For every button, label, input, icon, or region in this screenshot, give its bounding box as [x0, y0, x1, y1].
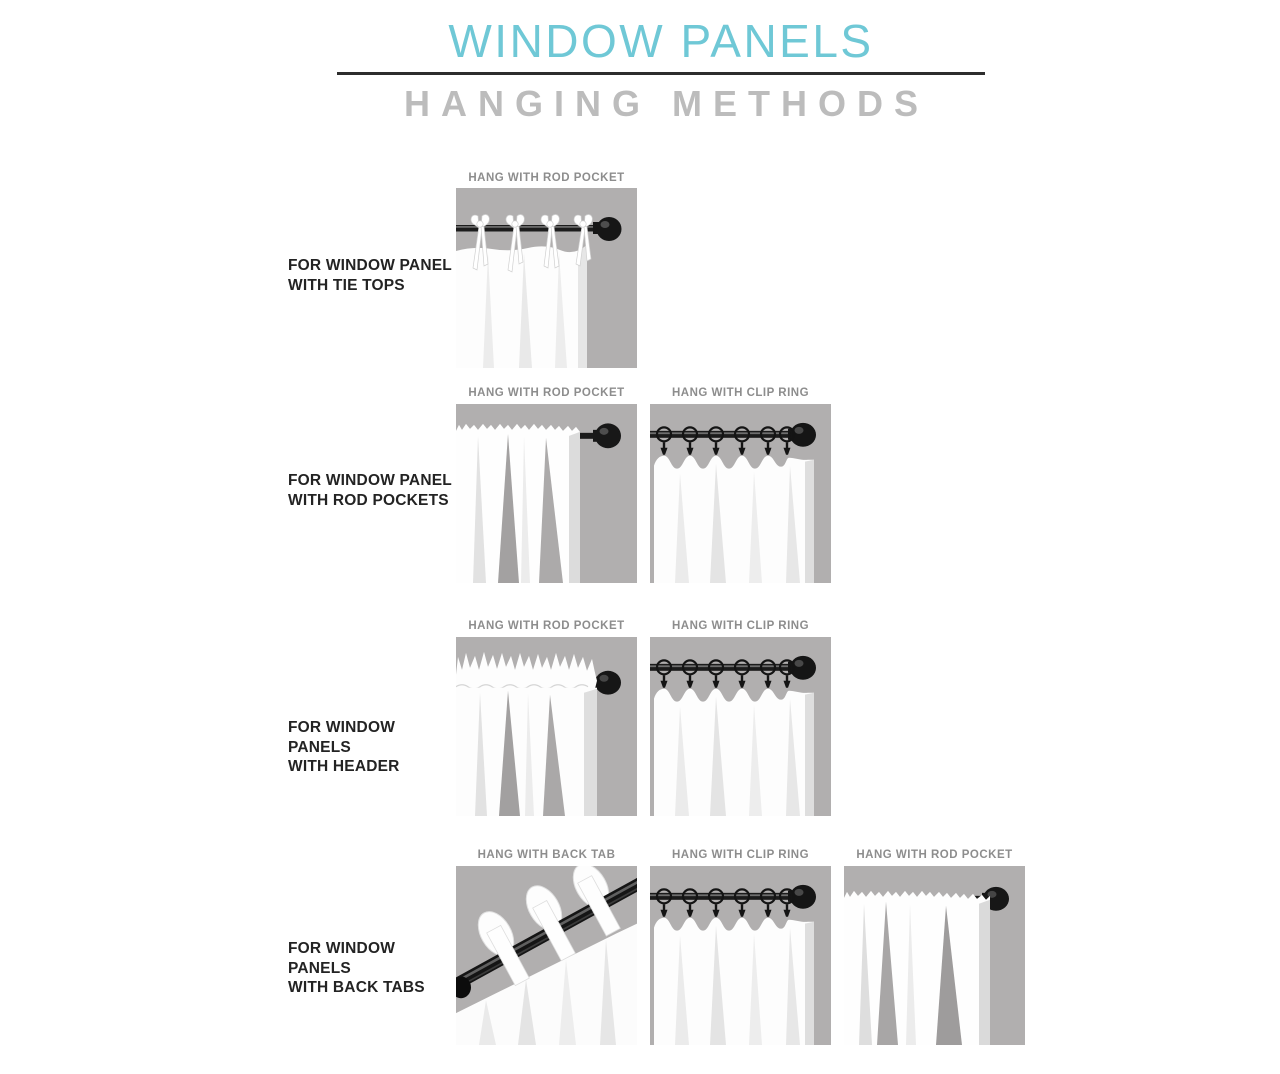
row-label-line1: FOR WINDOW PANELS — [288, 940, 396, 977]
back-tab-photo — [456, 866, 637, 1045]
clip-ring-curtain-illustration — [650, 866, 831, 1045]
rod-pocket-photo — [844, 866, 1025, 1045]
row-label-header — [288, 718, 458, 777]
curtain-panel — [654, 456, 814, 583]
rod-pocket-photo — [456, 404, 637, 583]
row-label-rod-pockets — [288, 471, 458, 510]
back-tab-curtain-illustration — [456, 866, 637, 1045]
row-label-back-tabs — [288, 939, 458, 998]
curtain-panel — [654, 918, 814, 1045]
photo-caption: HANG WITH ROD POCKET — [856, 849, 1013, 861]
photo-caption: HANG WITH CLIP RING — [671, 849, 810, 861]
photo-caption: HANG WITH BACK TAB — [477, 849, 616, 861]
clip-ring-curtain-illustration — [650, 404, 831, 583]
rod-pocket-curtain-illustration — [456, 404, 637, 583]
photo-caption: HANG WITH ROD POCKET — [468, 620, 625, 632]
curtain-panel — [654, 689, 814, 816]
rod-pocket-curtain-full-illustration — [844, 866, 1025, 1045]
tie-top-photo — [456, 188, 637, 368]
row-label-tie-tops — [288, 256, 458, 295]
photo-caption: HANG WITH CLIP RING — [671, 620, 810, 632]
page-title: WINDOW PANELS — [448, 15, 874, 67]
header-rod-pocket-photo — [456, 637, 637, 816]
curtain-panel — [456, 652, 597, 816]
page-subtitle: HANGING METHODS — [404, 83, 929, 124]
title-divider — [337, 72, 985, 75]
clip-ring-photo — [650, 866, 831, 1045]
row-label-line2: WITH ROD POCKETS — [288, 491, 449, 509]
tie-top-curtain-illustration — [456, 188, 637, 368]
clip-ring-photo — [650, 637, 831, 816]
header-rod-pocket-curtain-illustration — [456, 637, 637, 816]
row-label-line1: FOR WINDOW PANELS — [288, 719, 396, 756]
photo-caption: HANG WITH ROD POCKET — [468, 387, 625, 399]
curtain-panel — [844, 891, 990, 1045]
row-label-line2: WITH TIE TOPS — [288, 276, 405, 294]
clip-ring-photo — [650, 404, 831, 583]
clip-ring-curtain-illustration — [650, 637, 831, 816]
photo-caption: HANG WITH ROD POCKET — [468, 172, 625, 184]
row-label-line2: WITH BACK TABS — [288, 979, 425, 996]
row-label-line1: FOR WINDOW PANEL — [288, 472, 452, 489]
photo-caption: HANG WITH CLIP RING — [671, 387, 810, 399]
curtain-panel — [456, 424, 580, 583]
row-label-line2: WITH HEADER — [288, 758, 400, 775]
row-label-line1: FOR WINDOW PANEL — [288, 257, 452, 274]
